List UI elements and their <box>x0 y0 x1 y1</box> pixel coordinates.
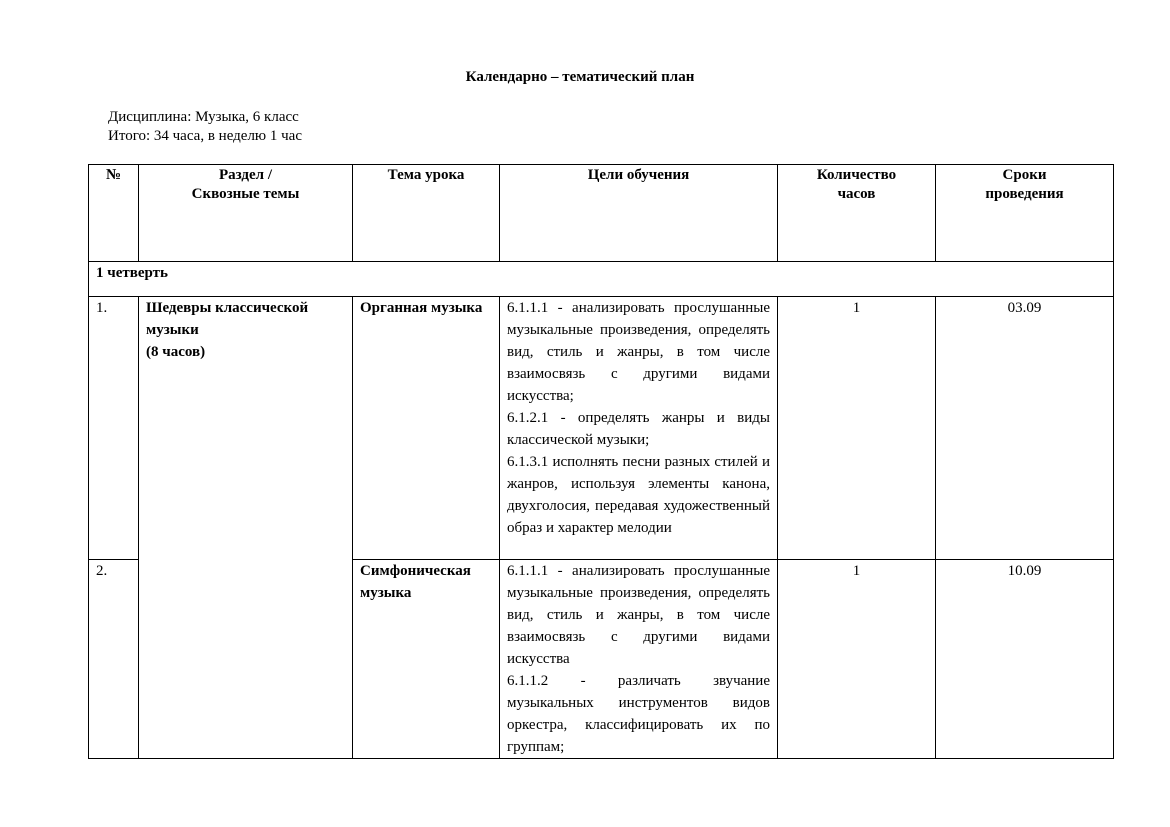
header-section <box>139 165 353 262</box>
header-section-line1: Раздел / <box>219 167 272 183</box>
discipline-line: Дисциплина: Музыка, 6 класс <box>108 109 299 125</box>
section-hours: (8 часов) <box>146 344 206 360</box>
row-date: 10.09 <box>936 560 1114 759</box>
row-num: 2. <box>89 560 139 759</box>
row-goals <box>500 560 778 759</box>
header-goals: Цели обучения <box>500 165 778 262</box>
header-dates-line1: Сроки <box>1002 167 1047 183</box>
header-hours-line2: часов <box>837 186 876 202</box>
document-title: Календарно – тематический план <box>465 69 695 85</box>
header-num: № <box>89 165 139 262</box>
row-topic: Симфоническая музыка <box>353 560 500 759</box>
header-topic: Тема урока <box>353 165 500 262</box>
table-row <box>89 297 1114 560</box>
row-hours: 1 <box>778 560 936 759</box>
header-hours-line1: Количество <box>816 167 897 183</box>
total-hours-line: Итого: 34 часа, в неделю 1 час <box>108 128 302 144</box>
header-row <box>89 165 1114 262</box>
header-dates <box>936 165 1114 262</box>
row-hours: 1 <box>778 297 936 560</box>
row-topic: Органная музыка <box>353 297 500 560</box>
row-num: 1. <box>89 297 139 560</box>
goal-item: 6.1.3.1 исполнять песни разных стилей и жанров, используя элементы канона, двухголосия, передавая художественный образ и характер мелодии <box>507 454 770 536</box>
row-goals <box>500 297 778 560</box>
goal-item: 6.1.2.1 - определять жанры и виды классической музыки; <box>507 410 770 448</box>
quarter-row <box>89 262 1114 297</box>
document-meta <box>108 108 302 146</box>
plan-table <box>88 164 1114 759</box>
section-cell <box>139 297 353 759</box>
section-title: Шедевры классической музыки <box>146 300 309 338</box>
row-date: 03.09 <box>936 297 1114 560</box>
header-hours <box>778 165 936 262</box>
header-dates-line2: проведения <box>985 186 1064 202</box>
header-section-line2: Сквозные темы <box>191 186 300 202</box>
quarter-label: 1 четверть <box>89 262 1114 297</box>
goal-item: 6.1.1.1 - анализировать прослушанные музыкальные произведения, определять вид, стиль и жанры, в том числе взаимосвязь с другими видами искусства <box>507 563 770 667</box>
goal-item: 6.1.1.2 - различать звучание музыкальных инструментов видов оркестра, классифицировать их по группам; <box>507 673 770 755</box>
goal-item: 6.1.1.1 - анализировать прослушанные музыкальные произведения, определять вид, стиль и жанры, в том числе взаимосвязь с другими видами искусства; <box>507 300 770 404</box>
